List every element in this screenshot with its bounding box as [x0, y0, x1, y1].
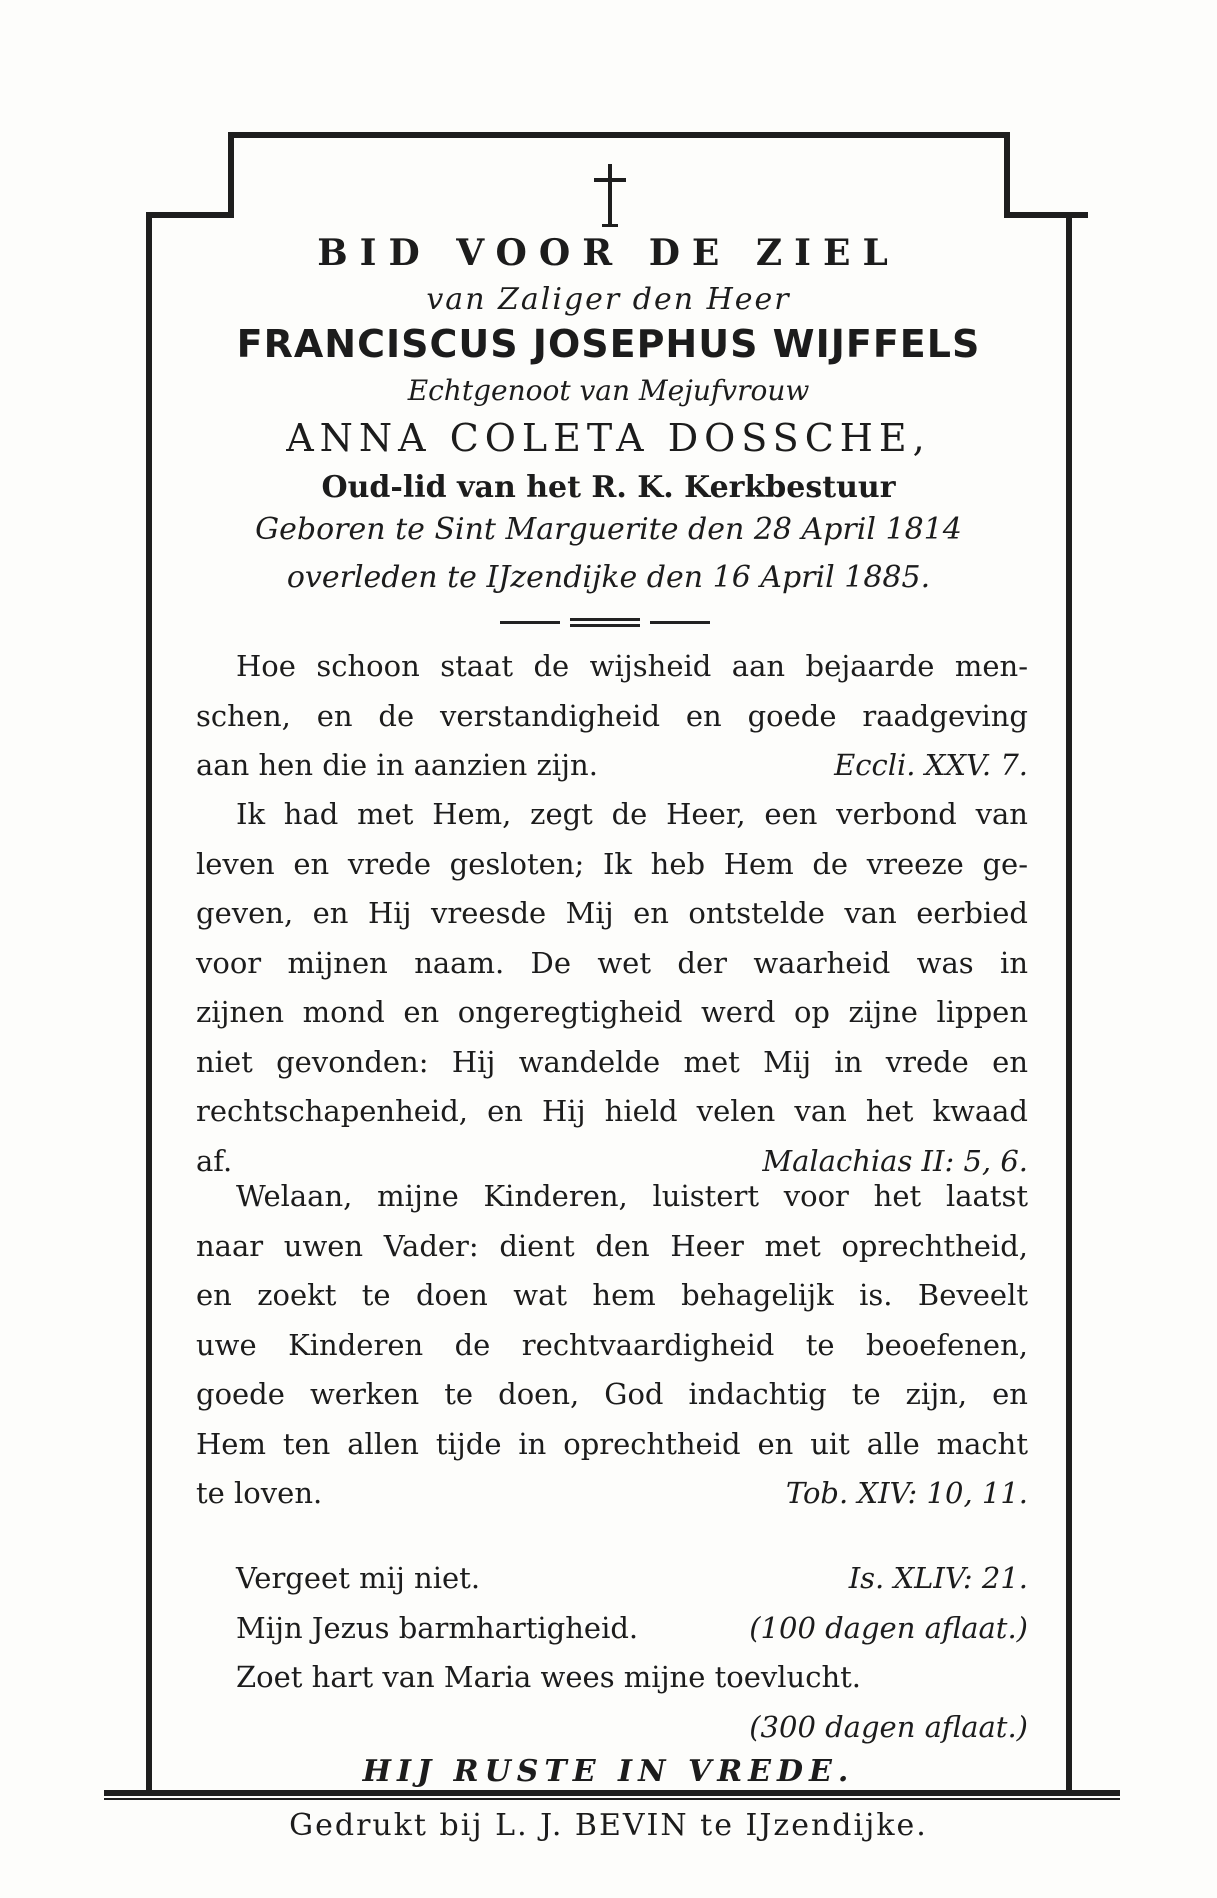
paragraph-line: niet gevonden: Hij wandelde met Mij in vrede en: [196, 1044, 1028, 1079]
paragraph-line: Welaan, mijne Kinderen, luistert voor het laatst: [236, 1179, 1028, 1213]
paragraph-line: goede werken te doen, God indachtig te zijn, en: [196, 1377, 1028, 1411]
paragraph-line: te loven.: [196, 1476, 323, 1510]
frame-bottom-rule: [104, 1790, 1120, 1796]
scripture-paragraph-1: [196, 642, 1028, 791]
scripture-reference: Tob. XIV: 10, 11.: [785, 1476, 1028, 1510]
paragraph-line: geven, en Hij vreesde Mij en ontstelde van eerbied: [196, 896, 1028, 930]
spouse-name: ANNA COLETA DOSSCHE,: [286, 416, 931, 460]
death-line: overleden te IJzendijke den 16 April 1885.: [286, 560, 931, 595]
indulgence-note: (100 dagen aflaat.): [749, 1610, 1028, 1645]
scripture-reference: Eccli. XXV. 7.: [834, 748, 1028, 782]
paragraph-line: rechtschapenheid, en Hij hield velen van het kwaad: [196, 1094, 1028, 1128]
frame-left-stub: [228, 132, 234, 216]
paragraph-line: uwe Kinderen de rechtvaardigheid te beoefenen,: [196, 1327, 1028, 1362]
paragraph-line: Hoe schoon staat de wijsheid aan bejaarde men-: [236, 649, 1028, 683]
paragraph-line: zijnen mond en ongeregtigheid werd op zijne lippen: [196, 995, 1028, 1029]
card-title: BID VOOR DE ZIEL: [317, 232, 900, 274]
paragraph-line: Ik had met Hem, zegt de Heer, een verbond van: [236, 797, 1028, 831]
frame-right-stub: [1004, 132, 1010, 216]
prayer-line: Vergeet mij niet.: [236, 1561, 481, 1595]
paragraph-line: naar uwen Vader: dient den Heer met oprechtheid,: [196, 1228, 1028, 1263]
scripture-paragraph-3: [196, 1172, 1028, 1519]
paragraph-line: leven en vrede gesloten; Ik heb Hem de vreeze ge-: [196, 846, 1028, 881]
prayer-line: Zoet hart van Maria wees mijne toevlucht.: [236, 1660, 862, 1694]
spouse-label: Echtgenoot van Mejufvrouw: [407, 374, 810, 407]
paragraph-line: Hem ten allen tijde in oprechtheid en uit alle macht: [196, 1426, 1028, 1461]
closing-line: HIJ RUSTE IN VREDE.: [362, 1754, 855, 1789]
prayers-block: [196, 1554, 1028, 1752]
paragraph-line: en zoekt te doen wat hem behagelijk is. Beveelt: [196, 1278, 1028, 1312]
scripture-paragraph-2: [196, 790, 1028, 1186]
prayer-reference: Is. XLIV: 21.: [848, 1561, 1028, 1595]
printer-credit: Gedrukt bij L. J. BEVIN te IJzendijke.: [289, 1808, 928, 1843]
deceased-name: FRANCISCUS JOSEPHUS WIJFFELS: [236, 322, 981, 366]
frame-bottom-rule-thin: [104, 1798, 1120, 1800]
card-subtitle: van Zaliger den Heer: [426, 282, 791, 317]
frame-top-rule: [230, 132, 1010, 138]
paragraph-line: af.: [196, 1143, 233, 1178]
frame-left-arm: [148, 212, 234, 218]
paragraph-line: voor mijnen naam. De wet der waarheid was in: [196, 945, 1028, 980]
frame-right-arm: [1004, 212, 1088, 218]
paragraph-line: aan hen die in aanzien zijn.: [196, 748, 598, 782]
paragraph-line: schen, en de verstandigheid en goede raadgeving: [196, 698, 1028, 733]
cross-icon: [590, 160, 630, 230]
scripture-reference: Malachias II: 5, 6.: [762, 1143, 1028, 1178]
prayer-line: Mijn Jezus barmhartigheid.: [236, 1610, 639, 1645]
birth-line: Geboren te Sint Marguerite den 28 April 1814: [255, 512, 962, 547]
ornamental-divider: [500, 618, 710, 628]
indulgence-note: (300 dagen aflaat.): [749, 1709, 1028, 1744]
role-line: Oud-lid van het R. K. Kerkbestuur: [321, 470, 896, 505]
